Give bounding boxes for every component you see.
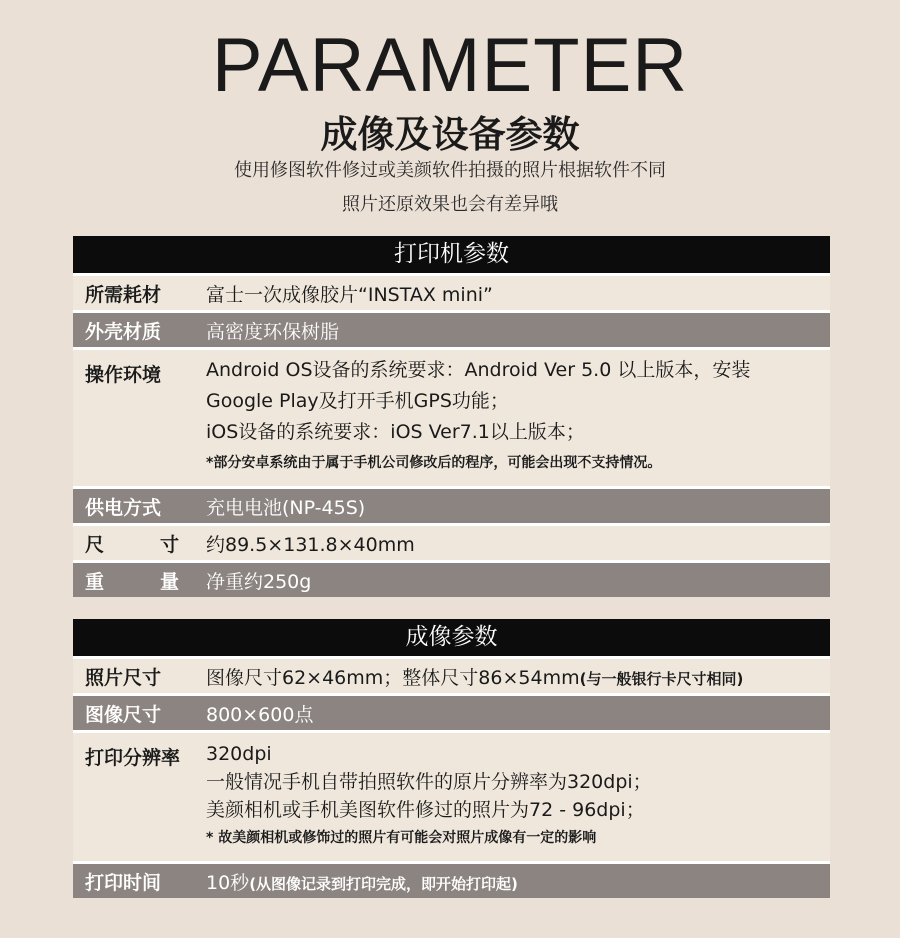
- row-label: [73, 530, 201, 557]
- table-row: [73, 523, 830, 560]
- page-title-english: PARAMETER: [211, 23, 689, 108]
- imaging-parameters-table: [73, 619, 830, 898]
- row-label: [73, 567, 201, 594]
- row-label: 打印时间: [85, 871, 162, 894]
- value-main: 10秒: [206, 871, 250, 894]
- row-value: 约89.5×131.8×40mm: [206, 533, 415, 556]
- row-value: [201, 663, 743, 690]
- row-label: 图像尺寸: [85, 703, 162, 726]
- row-value: [201, 355, 750, 486]
- table-row: [73, 273, 830, 310]
- table-header: 打印机参数: [73, 236, 830, 273]
- value-line: 美颜相机或手机美图软件修过的照片为72 - 96dpi；: [206, 799, 645, 821]
- footnote: * 故美颜相机或修饰过的照片有可能会对照片成像有一定的影响: [206, 830, 597, 846]
- table-row: [73, 347, 830, 486]
- row-label: 所需耗材: [85, 283, 162, 306]
- printer-parameters-table: [73, 236, 830, 597]
- row-value: 富士一次成像胶片“INSTAX mini”: [206, 283, 493, 306]
- value-main: 图像尺寸62×46mm；整体尺寸86×54mm: [206, 666, 580, 689]
- row-value: 800×600点: [206, 703, 314, 726]
- subtitle-line-1: 使用修图软件修过或美颜软件拍摄的照片根据软件不同: [234, 160, 666, 181]
- value-aside: (从图像记录到打印完成，即开始打印起): [249, 874, 518, 893]
- row-label: 操作环境: [85, 364, 162, 386]
- table-row: [73, 693, 830, 730]
- row-label: 照片尺寸: [85, 666, 162, 689]
- row-value: 高密度环保树脂: [206, 320, 340, 343]
- row-label: 打印分辨率: [85, 747, 181, 769]
- row-value: 净重约250g: [206, 570, 312, 593]
- table-header: 成像参数: [73, 619, 830, 656]
- subtitle-line-2: 照片还原效果也会有差异哦: [342, 194, 558, 215]
- value-line: iOS设备的系统要求：iOS Ver7.1以上版本；: [206, 421, 585, 443]
- row-value: 充电电池(NP-45S): [206, 496, 366, 519]
- table-row: [73, 310, 830, 347]
- value-line: 320dpi: [206, 743, 272, 765]
- page-title-chinese: 成像及设备参数: [320, 113, 580, 156]
- value-line: Google Play及打开手机GPS功能；: [206, 390, 509, 412]
- row-label: 供电方式: [85, 496, 162, 519]
- row-value: [201, 868, 518, 895]
- footnote: *部分安卓系统由于属于手机公司修改后的程序，可能会出现不支持情况。: [206, 455, 662, 471]
- table-row: [73, 560, 830, 597]
- value-aside: (与一般银行卡尺寸相同): [579, 669, 744, 688]
- table-row: [73, 730, 830, 861]
- row-label-char: 尺: [85, 533, 105, 556]
- table-row: [73, 656, 830, 693]
- row-label-char: 重: [85, 570, 105, 593]
- row-label-char: 寸: [159, 533, 179, 556]
- table-row: [73, 486, 830, 523]
- table-row: [73, 861, 830, 898]
- row-value: [201, 740, 652, 861]
- value-line: 一般情况手机自带拍照软件的原片分辨率为320dpi；: [206, 771, 652, 793]
- value-line: Android OS设备的系统要求：Android Ver 5.0 以上版本，安装: [206, 359, 751, 381]
- row-label-char: 量: [159, 570, 179, 593]
- row-label: 外壳材质: [85, 320, 162, 343]
